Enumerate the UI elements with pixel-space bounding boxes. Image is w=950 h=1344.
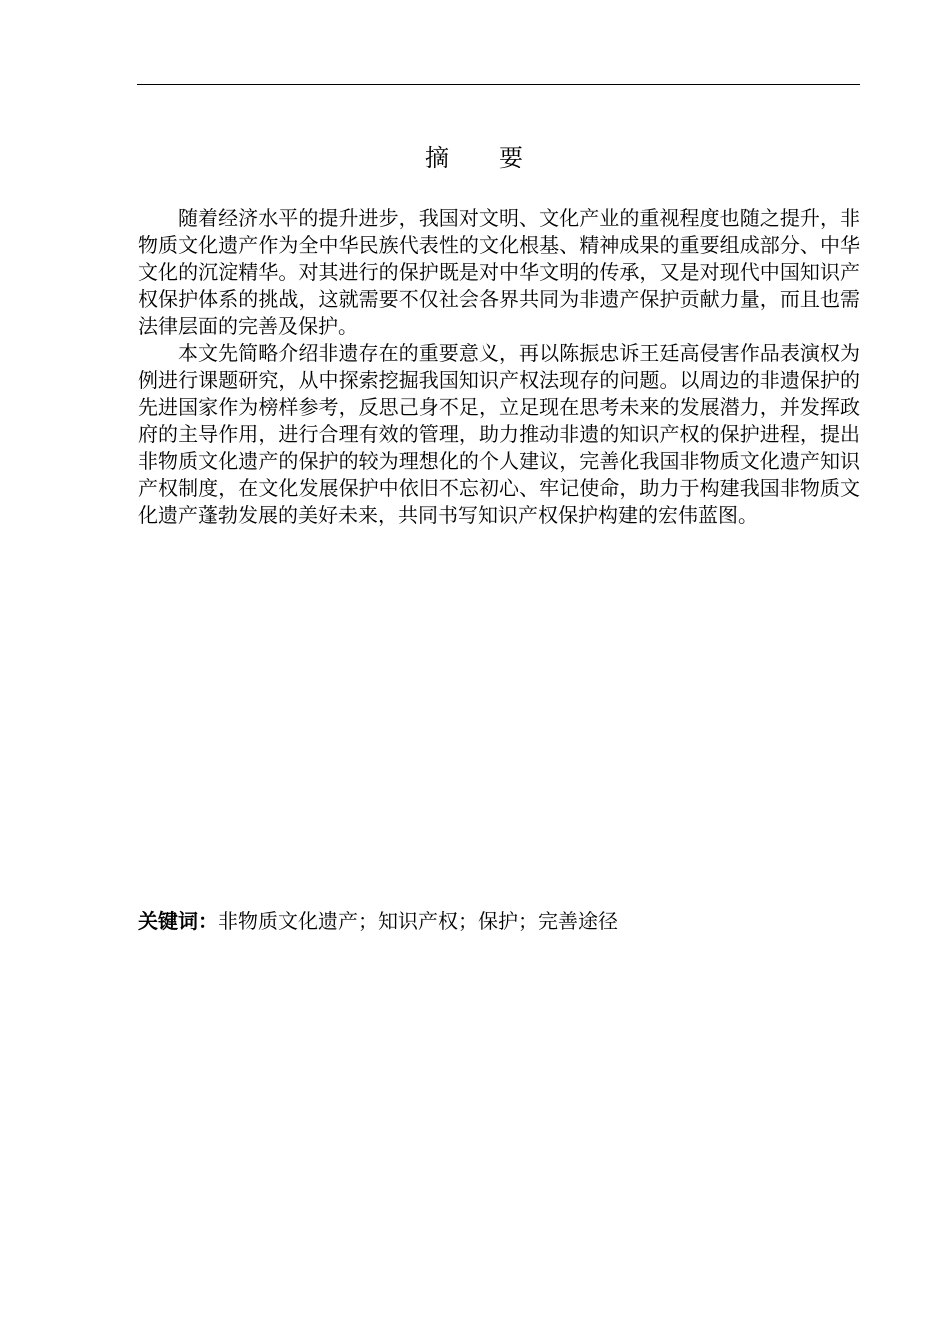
abstract-paragraph-1: 随着经济水平的提升进步，我国对文明、文化产业的重视程度也随之提升，非物质文化遗产作为全中华民族代表性的文化根基、精神成果的重要组成部分、中华文化的沉淀精华。对其进行的保护既是对中华文明的传承，又是对现代中国知识产权保护体系的挑战，这就需要不仅社会各界共同为非遗产保护贡献力量，而且也需法律层面的完善及保护。 xyxy=(138,206,860,338)
abstract-title-part2: 要 xyxy=(499,144,525,172)
abstract-paragraph-2: 本文先简略介绍非遗存在的重要意义，再以陈振忠诉王廷高侵害作品表演权为例进行课题研究，从中探索挖掘我国知识产权法现存的问题。以周边的非遗保护的先进国家作为榜样参考，反思己身不足，立足现在思考未来的发展潜力，并发挥政府的主导作用，进行合理有效的管理，助力推动非遗的知识产权的保护进程，提出非物质文化遗产的保护的较为理想化的个人建议，完善化我国非物质文化遗产知识产权制度，在文化发展保护中依旧不忘初心、牢记使命，助力于构建我国非物质文化遗产蓬勃发展的美好未来，共同书写知识产权保护构建的宏伟蓝图。 xyxy=(138,341,860,527)
abstract-title-part1: 摘 xyxy=(425,144,451,172)
keywords-label: 关键词： xyxy=(138,909,218,933)
abstract-body xyxy=(138,205,860,529)
abstract-title xyxy=(0,141,950,175)
keywords xyxy=(138,907,860,935)
keywords-text: 非物质文化遗产；知识产权；保护；完善途径 xyxy=(218,909,618,933)
header-rule xyxy=(137,84,860,85)
